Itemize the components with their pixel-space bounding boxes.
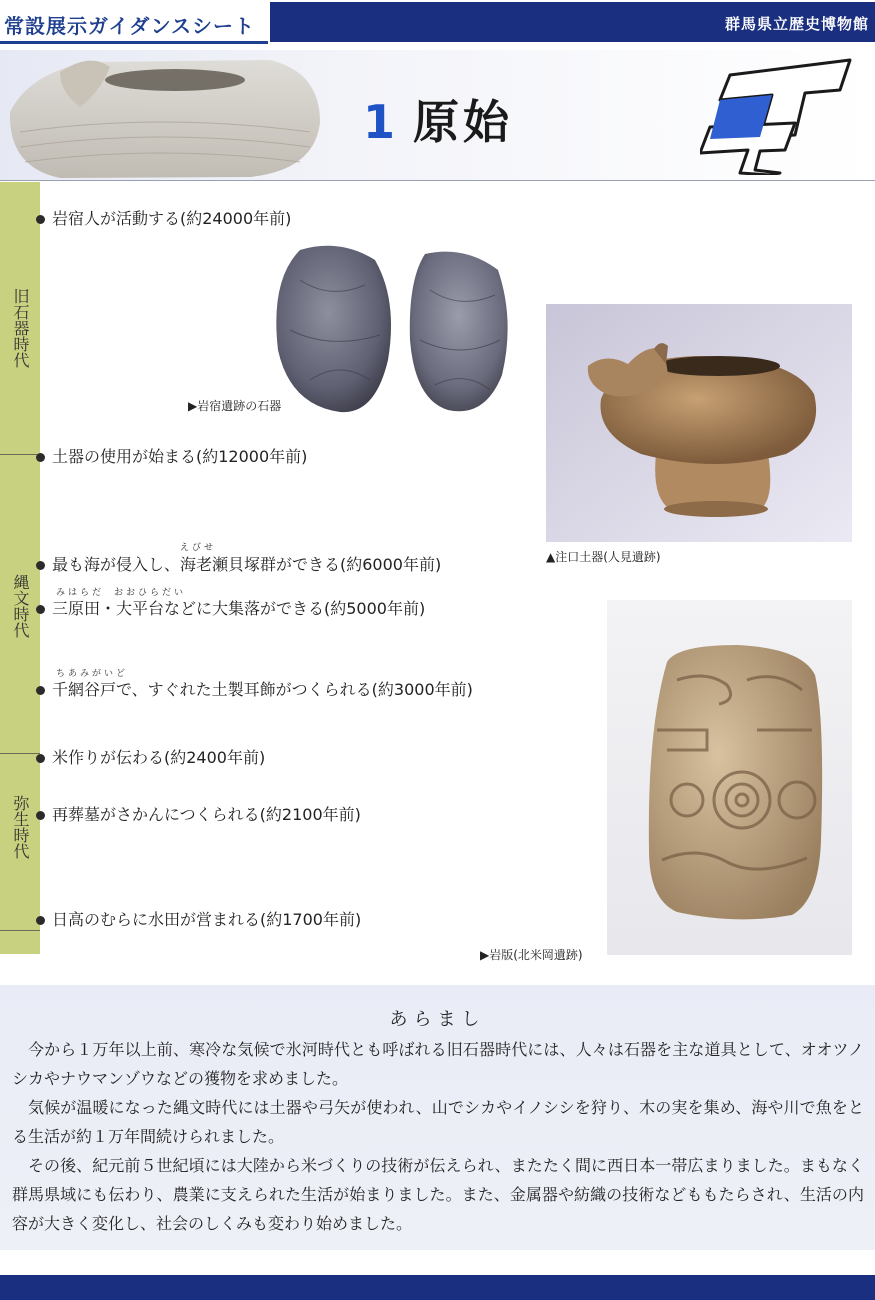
furigana: みはらだ: [56, 588, 105, 598]
timeline-event: [36, 907, 361, 930]
sheet-title-box: [0, 0, 268, 44]
event-text: 千網谷戸で、すぐれた土製耳飾がつくられる(約3000年前): [52, 680, 473, 699]
spouted-pot-photo: [546, 304, 852, 542]
stone-tools-photo: [270, 240, 515, 420]
timeline-event: [36, 745, 265, 768]
event-text: 三原田・大平台などに大集落ができる(約5000年前): [52, 599, 426, 618]
event-text: 米作りが伝わる(約2400年前): [52, 748, 266, 767]
summary-paragraph: その後、紀元前５世紀頃には大陸から米づくりの技術が伝えられ、またたく間に西日本一帯広まりました。まもなく群馬県域にも伝わり、農業に支えられた生活が始まりました。また、金属器や紡織の技術などももたらされ、生活の内容が大きく変化し、社会のしくみも変わり始めました。: [12, 1156, 864, 1233]
bullet-icon: [36, 916, 45, 925]
event-text: 岩宿人が活動する(約24000年前): [52, 209, 292, 228]
chapter-number: 1: [363, 95, 400, 149]
stone-tablet-photo: [607, 600, 852, 955]
timeline-event: [36, 206, 291, 229]
bottom-bar: [0, 1275, 875, 1300]
timeline-event: [36, 802, 361, 825]
chapter-heading: [363, 86, 513, 152]
timeline-event: [36, 677, 473, 700]
bullet-icon: [36, 561, 45, 570]
bullet-icon: [36, 811, 45, 820]
summary-paragraph: 気候が温暖になった縄文時代には土器や弓矢が使われ、山でシカやイノシシを狩り、木の実を集め、海や川で魚をとる生活が約１万年間続けられました。: [12, 1098, 864, 1146]
era-label-paleolithic: 旧石器時代: [11, 288, 30, 368]
era-label-yayoi: 弥生時代: [11, 795, 30, 859]
bullet-icon: [36, 453, 45, 462]
sheet-title: 常設展示ガイダンスシート: [4, 14, 255, 38]
era-divider: [0, 753, 40, 754]
chapter-title: 原始: [413, 95, 514, 149]
timeline-event: [36, 552, 441, 575]
header-pottery-image: [0, 52, 330, 180]
bullet-icon: [36, 215, 45, 224]
museum-name: 群馬県立歴史博物館: [724, 15, 869, 33]
furigana: えびせ: [180, 543, 217, 553]
event-text: 再葬墓がさかんにつくられる(約2100年前): [52, 805, 361, 824]
spouted-pot-caption: ▲注口土器(人見遺跡): [546, 550, 661, 564]
timeline-event: [36, 596, 425, 619]
stone-tools-caption: ▶岩宿遺跡の石器: [188, 399, 282, 413]
timeline-event: [36, 444, 307, 467]
summary-body: [12, 1035, 864, 1238]
era-divider: [0, 454, 40, 455]
bullet-icon: [36, 605, 45, 614]
event-text: 土器の使用が始まる(約12000年前): [52, 447, 308, 466]
event-text: 日高のむらに水田が営まれる(約1700年前): [52, 910, 362, 929]
bullet-icon: [36, 686, 45, 695]
era-label-jomon: 縄文時代: [11, 574, 30, 638]
bullet-icon: [36, 754, 45, 763]
furigana: おおひらだい: [114, 588, 187, 598]
top-bar: [0, 0, 875, 44]
summary-paragraph: 今から１万年以上前、寒冷な気候で氷河時代とも呼ばれる旧石器時代には、人々は石器を主な道具として、オオツノシカやナウマンゾウなどの獲物を求めました。: [12, 1040, 864, 1088]
event-text: 最も海が侵入し、海老瀬貝塚群ができる(約6000年前): [52, 555, 442, 574]
header-divider: [0, 180, 875, 181]
summary-title: あらまし: [389, 1009, 486, 1030]
museum-logo-icon: [700, 55, 860, 175]
furigana: ちあみがいど: [56, 669, 129, 679]
stone-tablet-caption: ▶岩版(北米岡遺跡): [480, 948, 583, 962]
era-divider: [0, 930, 40, 931]
museum-band: [270, 2, 875, 42]
